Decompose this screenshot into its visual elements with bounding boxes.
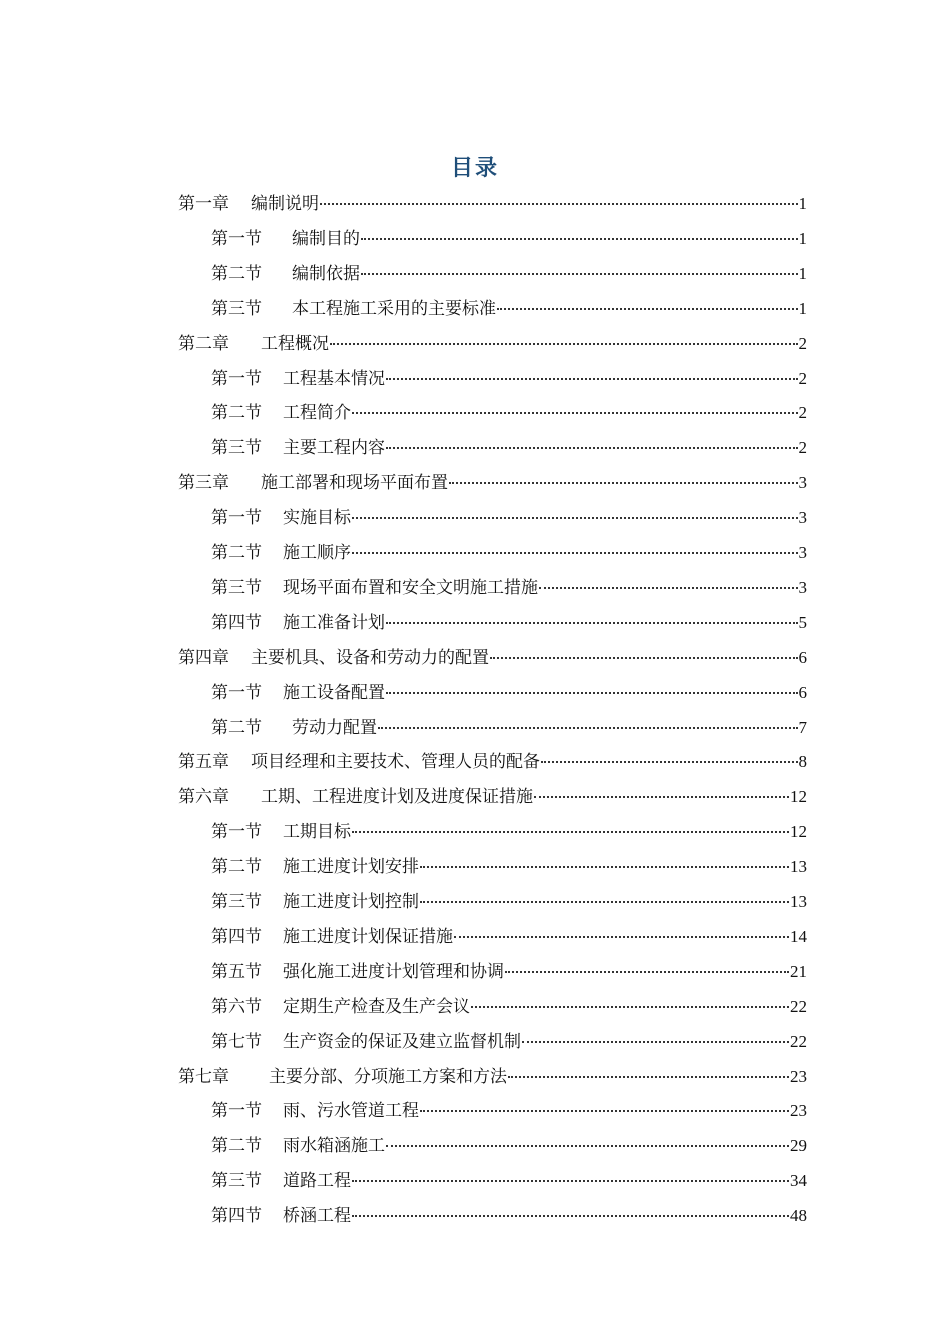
- toc-dot-leader: [352, 552, 798, 554]
- toc-entry-title: 编制说明: [251, 194, 319, 214]
- toc-entry-number: 第六章: [178, 787, 229, 808]
- toc-entry-page: 2: [798, 403, 807, 423]
- toc-entry-14[interactable]: [178, 643, 807, 673]
- toc-entry-page: 3: [798, 543, 807, 562]
- toc-entry-24[interactable]: [211, 992, 807, 1022]
- toc-entry-4[interactable]: [211, 294, 807, 324]
- toc-dot-leader: [420, 1110, 789, 1112]
- toc-entry-page: 3: [798, 473, 807, 493]
- toc-entry-title: 施工设备配置: [283, 682, 385, 703]
- toc-entry-number: 第七节: [211, 1031, 262, 1052]
- toc-entry-page: 12: [790, 787, 807, 807]
- toc-entry-10[interactable]: [211, 503, 807, 533]
- toc-entry-23[interactable]: [211, 957, 807, 987]
- toc-entry-page: 2: [798, 368, 807, 388]
- toc-entry-title: 实施目标: [283, 508, 351, 529]
- toc-entry-title: 施工顺序: [283, 543, 351, 563]
- toc-entry-page: 14: [790, 926, 807, 946]
- toc-entry-number: 第一节: [211, 368, 262, 389]
- toc-entry-18[interactable]: [178, 782, 807, 812]
- toc-entry-page: 2: [798, 438, 807, 458]
- toc-entry-title: 主要机具、设备和劳动力的配置: [251, 647, 489, 668]
- toc-entry-5[interactable]: [178, 329, 807, 359]
- toc-dot-leader: [505, 971, 789, 973]
- toc-entry-title: 施工部署和现场平面布置: [261, 473, 448, 494]
- toc-dot-leader: [497, 308, 798, 310]
- toc-dot-leader: [320, 203, 798, 205]
- toc-entry-26[interactable]: [178, 1062, 807, 1092]
- toc-entry-25[interactable]: [211, 1027, 807, 1057]
- toc-dot-leader: [522, 1041, 789, 1043]
- toc-dot-leader: [534, 796, 789, 798]
- toc-entry-page: 13: [790, 857, 807, 877]
- toc-entry-number: 第三节: [211, 577, 262, 598]
- toc-entry-title: 雨水箱涵施工: [283, 1136, 385, 1157]
- toc-entry-number: 第一章: [178, 194, 229, 214]
- toc-entry-number: 第一节: [211, 1101, 262, 1122]
- toc-entry-page: 1: [798, 298, 807, 318]
- toc-entry-number: 第二节: [211, 857, 262, 878]
- toc-entry-number: 第四节: [211, 612, 262, 633]
- toc-entry-13[interactable]: [211, 608, 807, 638]
- toc-entry-title: 雨、污水管道工程: [283, 1101, 419, 1122]
- toc-entry-page: 48: [790, 1206, 807, 1226]
- toc-entry-title: 定期生产检查及生产会议: [283, 996, 470, 1017]
- toc-entry-number: 第七章: [178, 1066, 229, 1087]
- toc-entry-number: 第四节: [211, 1206, 262, 1227]
- toc-entry-title: 施工准备计划: [283, 612, 385, 633]
- toc-entry-title: 项目经理和主要技术、管理人员的配备: [251, 752, 540, 773]
- toc-dot-leader: [490, 657, 798, 659]
- toc-entry-number: 第二节: [211, 1136, 262, 1157]
- toc-entry-29[interactable]: [211, 1166, 807, 1196]
- toc-entry-page: 13: [790, 892, 807, 911]
- toc-entry-number: 第五章: [178, 752, 229, 773]
- toc-entry-title: 工程基本情况: [283, 368, 385, 389]
- toc-dot-leader: [386, 447, 798, 449]
- toc-entry-title: 工程简介: [283, 403, 351, 424]
- toc-dot-leader: [352, 517, 798, 519]
- toc-dot-leader: [420, 901, 789, 903]
- toc-entry-page: 22: [790, 996, 807, 1016]
- toc-entry-title: 现场平面布置和安全文明施工措施: [283, 577, 538, 598]
- toc-entry-27[interactable]: [211, 1096, 807, 1126]
- toc-entry-title: 施工进度计划安排: [283, 857, 419, 878]
- toc-entry-title: 生产资金的保证及建立监督机制: [283, 1031, 521, 1052]
- toc-dot-leader: [454, 936, 789, 938]
- toc-entry-2[interactable]: [211, 224, 807, 254]
- toc-entry-page: 29: [790, 1136, 807, 1156]
- toc-entry-title: 工期目标: [283, 822, 351, 843]
- toc-entry-number: 第三节: [211, 892, 262, 912]
- toc-dot-leader: [361, 238, 798, 240]
- toc-dot-leader: [386, 1145, 789, 1147]
- toc-entry-title: 施工进度计划保证措施: [283, 926, 453, 947]
- toc-entry-number: 第二节: [211, 403, 262, 424]
- toc-entry-page: 22: [790, 1031, 807, 1051]
- toc-entry-12[interactable]: [211, 573, 807, 603]
- toc-dot-leader: [352, 412, 798, 414]
- toc-entry-title: 施工进度计划控制: [283, 892, 419, 912]
- toc-dot-leader: [508, 1076, 789, 1078]
- toc-entry-21[interactable]: [211, 887, 807, 917]
- toc-entry-page: 3: [798, 577, 807, 597]
- toc-entry-7[interactable]: [211, 398, 807, 428]
- toc-entry-page: 21: [790, 961, 807, 981]
- toc-entry-28[interactable]: [211, 1131, 807, 1161]
- toc-entry-page: 6: [798, 647, 807, 667]
- toc-entry-title: 主要分部、分项施工方案和方法: [269, 1066, 507, 1087]
- toc-entry-number: 第一节: [211, 682, 262, 703]
- toc-entry-9[interactable]: [178, 468, 807, 498]
- toc-entry-30[interactable]: [211, 1201, 807, 1231]
- toc-dot-leader: [386, 378, 798, 380]
- toc-entry-title: 劳动力配置: [292, 717, 377, 738]
- toc-entry-number: 第一节: [211, 508, 262, 529]
- toc-entry-title: 道路工程: [283, 1171, 351, 1192]
- toc-entry-6[interactable]: [211, 364, 807, 394]
- toc-entry-title: 强化施工进度计划管理和协调: [283, 961, 504, 982]
- toc-entry-page: 7: [798, 717, 807, 737]
- toc-entry-page: 8: [798, 752, 807, 772]
- toc-dot-leader: [361, 273, 798, 275]
- toc-entry-number: 第四章: [178, 647, 229, 668]
- toc-entry-title: 工期、工程进度计划及进度保证措施: [261, 787, 533, 808]
- toc-entry-number: 第二节: [211, 543, 262, 563]
- toc-dot-leader: [352, 1215, 789, 1217]
- toc-entry-title: 桥涵工程: [283, 1206, 351, 1227]
- toc-entry-page: 3: [798, 508, 807, 528]
- toc-entry-8[interactable]: [211, 433, 807, 463]
- toc-entry-page: 34: [790, 1171, 807, 1191]
- toc-entry-number: 第六节: [211, 996, 262, 1017]
- toc-entry-title: 编制目的: [292, 228, 360, 249]
- toc-entry-number: 第五节: [211, 961, 262, 982]
- toc-entry-number: 第三节: [211, 1171, 262, 1192]
- toc-dot-leader: [471, 1006, 789, 1008]
- toc-dot-leader: [449, 482, 798, 484]
- toc-entry-page: 1: [798, 228, 807, 248]
- toc-entry-number: 第一节: [211, 822, 262, 843]
- toc-title: 目录: [450, 155, 499, 181]
- toc-entry-page: 1: [798, 194, 807, 213]
- toc-entry-number: 第二节: [211, 263, 262, 284]
- toc-entry-number: 第二章: [178, 333, 229, 354]
- toc-entry-15[interactable]: [211, 678, 807, 708]
- toc-entry-page: 2: [798, 333, 807, 353]
- toc-entry-page: 5: [798, 612, 807, 632]
- toc-dot-leader: [352, 831, 789, 833]
- toc-entry-16[interactable]: [211, 713, 807, 743]
- toc-entry-3[interactable]: [211, 259, 807, 289]
- toc-entry-number: 第三节: [211, 298, 262, 319]
- toc-entry-page: 1: [798, 263, 807, 283]
- toc-entry-title: 编制依据: [292, 263, 360, 284]
- toc-entry-1[interactable]: [178, 189, 807, 219]
- toc-entry-title: 主要工程内容: [283, 438, 385, 459]
- toc-dot-leader: [539, 587, 798, 589]
- toc-entry-page: 23: [790, 1101, 807, 1121]
- toc-entry-number: 第四节: [211, 926, 262, 947]
- toc-entry-17[interactable]: [178, 747, 807, 777]
- toc-entry-number: 第三节: [211, 438, 262, 459]
- toc-entry-22[interactable]: [211, 922, 807, 952]
- toc-dot-leader: [386, 692, 798, 694]
- toc-dot-leader: [420, 866, 789, 868]
- toc-dot-leader: [541, 761, 798, 763]
- toc-entry-number: 第三章: [178, 473, 229, 494]
- toc-dot-leader: [352, 1180, 789, 1182]
- toc-entry-19[interactable]: [211, 817, 807, 847]
- toc-entry-number: 第一节: [211, 228, 262, 249]
- toc-entry-title: 工程概况: [261, 333, 329, 354]
- toc-dot-leader: [330, 343, 798, 345]
- toc-entry-number: 第二节: [211, 717, 262, 738]
- toc-entry-11[interactable]: [211, 538, 807, 568]
- toc-dot-leader: [386, 622, 798, 624]
- toc-entry-page: 12: [790, 822, 807, 842]
- toc-entry-title: 本工程施工采用的主要标准: [292, 298, 496, 319]
- toc-entry-page: 6: [798, 682, 807, 702]
- toc-dot-leader: [378, 727, 798, 729]
- toc-entry-20[interactable]: [211, 852, 807, 882]
- toc-entry-page: 23: [790, 1066, 807, 1086]
